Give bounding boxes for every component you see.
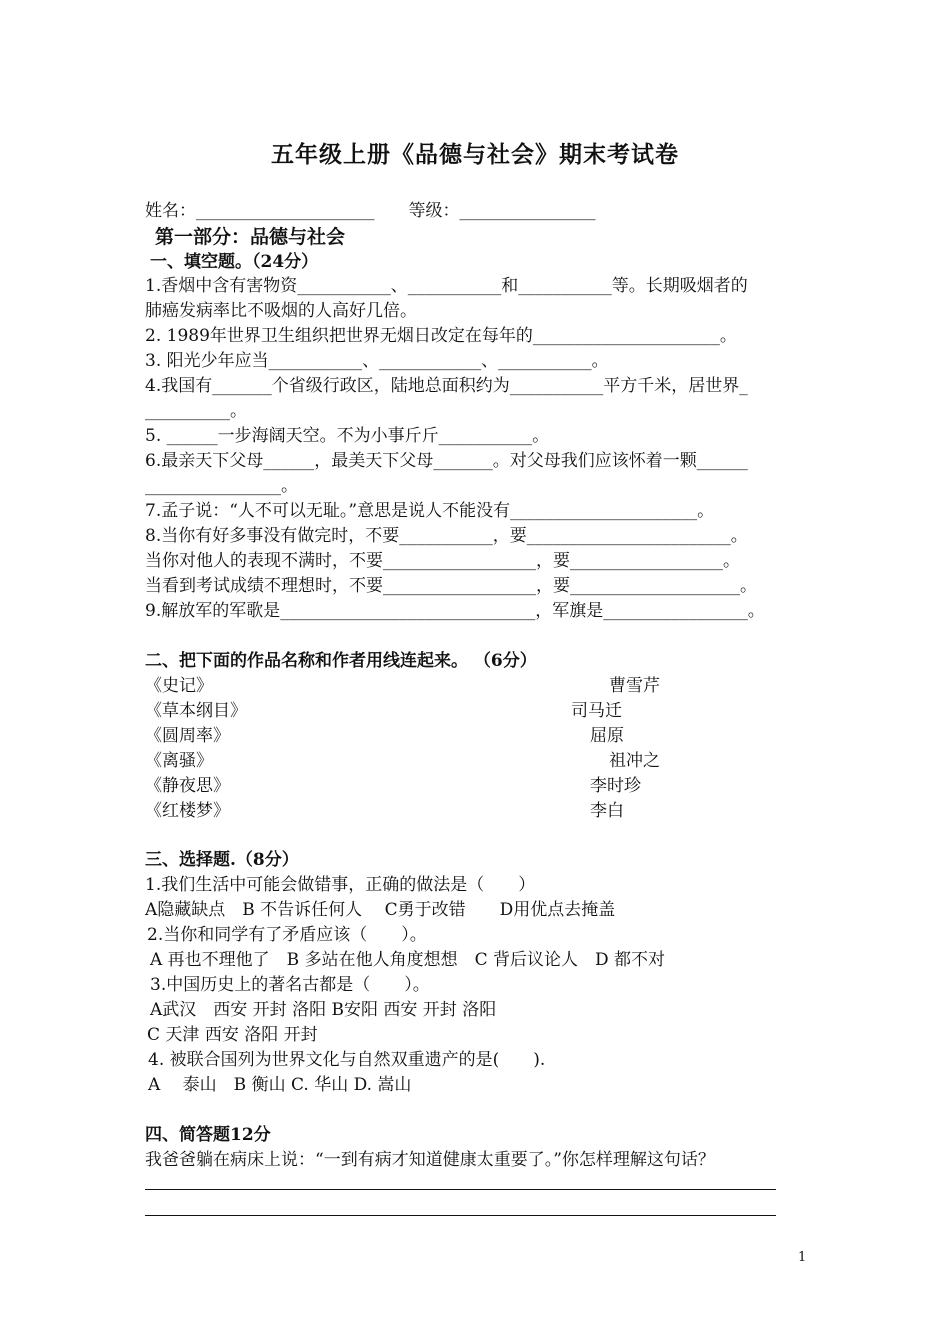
exam-title: 五年级上册《品德与社会》期末考试卷 [271, 141, 679, 168]
author-name: 祖冲之 [609, 751, 660, 771]
author-name: 司马迁 [571, 701, 622, 721]
page-number: 1 [798, 1250, 807, 1265]
choice-line-1: 1.我们生活中可能会做错事，正确的做法是（ ） [145, 875, 536, 895]
fill-line-7: 5. ______一步海阔天空。不为小事斤斤___________。 [145, 426, 550, 446]
part-one-heading: 第一部分：品德与社会 [155, 226, 346, 248]
work-title: 《史记》 [145, 676, 213, 696]
work-title: 《静夜思》 [145, 776, 230, 796]
work-title: 《圆周率》 [145, 726, 230, 746]
section-short-answer-heading: 四、简答题12分 [145, 1125, 271, 1145]
section-fill-blank-heading: 一、填空题。（24分） [150, 252, 319, 272]
fill-line-1: 1.香烟中含有害物资___________、___________和___________等。长期吸烟者的 [145, 276, 748, 296]
author-name: 李白 [590, 801, 624, 821]
answer-line [145, 1215, 776, 1216]
choice-line-7: C 天津 西安 洛阳 开封 [147, 1025, 318, 1045]
work-title: 《红楼梦》 [145, 801, 230, 821]
fill-line-4: 3. 阳光少年应当___________、____________、___________。 [145, 351, 609, 371]
section-choice-heading: 三、选择题.（8分） [145, 850, 299, 870]
fill-line-10: 7.孟子说：“人不可以无耻。”意思是说人不能没有______________________。 [145, 501, 715, 521]
fill-line-5: 4.我国有_______个省级行政区，陆地总面积约为___________平方千米，居世界_ [145, 376, 748, 396]
choice-line-8: 4. 被联合国列为世界文化与自然双重遗产的是( ). [148, 1050, 546, 1070]
short-answer-question: 我爸爸躺在病床上说：“一到有病才知道健康太重要了。”你怎样理解这句话？ [145, 1150, 715, 1170]
choice-line-5: 3.中国历史上的著名古都是（ ）。 [150, 975, 430, 995]
fill-line-9: ________________。 [145, 476, 298, 496]
author-name: 李时珍 [590, 776, 641, 796]
fill-line-8: 6.最亲天下父母______，最美天下父母_______。对父母我们应该怀着一颗______ [145, 451, 748, 471]
work-title: 《离骚》 [145, 751, 213, 771]
choice-line-2: A隐藏缺点 B 不告诉任何人 C勇于改错 D用优点去掩盖 [145, 900, 616, 920]
fill-line-6: __________。 [145, 401, 247, 421]
choice-line-4: A 再也不理他了 B 多站在他人角度想想 C 背后议论人 D 都不对 [150, 950, 666, 970]
author-name: 屈原 [590, 726, 624, 746]
fill-line-2: 肺癌发病率比不吸烟的人高好几倍。 [145, 301, 417, 321]
name-grade-line: 姓名：_____________________ 等级：________________ [145, 201, 596, 221]
fill-line-12: 当你对他人的表现不满时，不要__________________，要__________________。 [145, 551, 740, 571]
choice-line-3: 2.当你和同学有了矛盾应该（ ）。 [147, 925, 427, 945]
fill-line-11: 8.当你有好多事没有做完时，不要___________，要________________________。 [145, 526, 748, 546]
fill-line-3: 2. 1989年世界卫生组织把世界无烟日改定在每年的______________________。 [145, 326, 737, 346]
choice-line-6: A武汉 西安 开封 洛阳 B安阳 西安 开封 洛阳 [150, 1000, 497, 1020]
fill-line-14: 9.解放军的军歌是______________________________，军旗是_________________。 [145, 601, 765, 621]
work-title: 《草本纲目》 [145, 701, 247, 721]
section-matching-heading: 二、把下面的作品名称和作者用线连起来。 （6分） [145, 651, 537, 671]
choice-line-9: A 泰山 B 衡山 C. 华山 D. 嵩山 [148, 1075, 412, 1095]
fill-line-13: 当看到考试成绩不理想时，不要__________________，要____________________。 [145, 576, 757, 596]
author-name: 曹雪芹 [609, 676, 660, 696]
answer-line [145, 1189, 776, 1190]
